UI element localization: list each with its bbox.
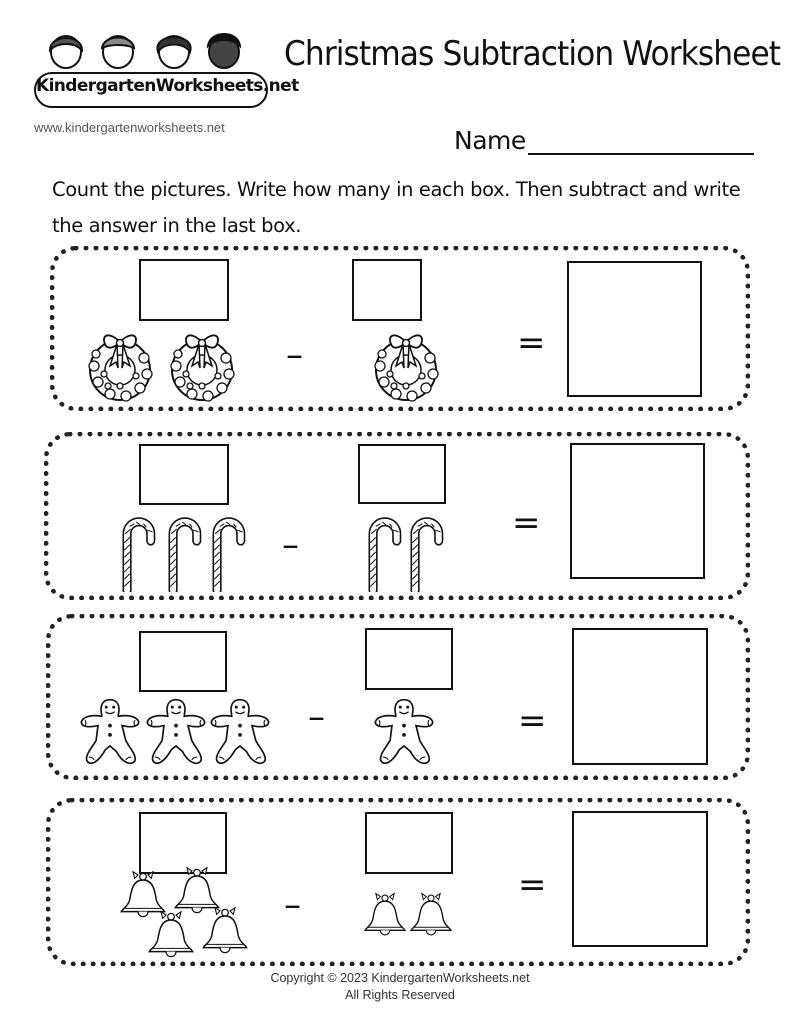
equals-sign: = <box>518 865 547 905</box>
wreath-icon <box>80 326 160 406</box>
kid-face-icon <box>50 36 82 68</box>
wreath-icon <box>366 326 446 406</box>
equals-sign: = <box>517 323 546 363</box>
instructions: Count the pictures. Write how many in each box. Then subtract and write the answer in the last box. <box>52 178 741 237</box>
right-count-box[interactable] <box>352 259 422 321</box>
gingerbread-man-icon <box>368 696 440 770</box>
minus-sign: – <box>308 697 325 737</box>
candy-cane-icon <box>164 510 204 592</box>
kid-face-icon <box>157 36 190 68</box>
equals-sign: = <box>512 503 541 543</box>
wreath-icon <box>162 326 242 406</box>
bell-icon <box>198 906 252 956</box>
name-label: Name <box>454 126 526 155</box>
candy-cane-icon <box>118 510 158 592</box>
answer-box[interactable] <box>572 628 708 765</box>
right-count-box[interactable] <box>365 812 453 874</box>
right-count-box[interactable] <box>358 444 446 504</box>
gingerbread-man-icon <box>140 696 212 770</box>
minus-sign: – <box>284 885 301 925</box>
kid-face-icon <box>102 36 134 68</box>
kid-face-icon <box>208 34 240 68</box>
copyright-line: Copyright © 2023 KindergartenWorksheets.net <box>270 971 530 985</box>
copyright-line: All Rights Reserved <box>345 988 455 1002</box>
minus-sign: – <box>286 335 303 375</box>
site-url[interactable]: www.kindergartenworksheets.net <box>34 120 225 135</box>
minus-sign: – <box>282 525 299 565</box>
page-title: Christmas Subtraction Worksheet <box>284 34 781 74</box>
right-count-box[interactable] <box>365 628 453 690</box>
bell-icon <box>406 892 456 938</box>
equals-sign: = <box>518 701 547 741</box>
left-count-box[interactable] <box>139 812 227 874</box>
gingerbread-man-icon <box>204 696 276 770</box>
answer-box[interactable] <box>572 811 708 947</box>
candy-cane-icon <box>364 510 404 592</box>
answer-box[interactable] <box>567 261 702 397</box>
bell-icon <box>144 910 198 960</box>
gingerbread-man-icon <box>74 696 146 770</box>
answer-box[interactable] <box>570 443 705 579</box>
left-count-box[interactable] <box>139 259 229 321</box>
candy-cane-icon <box>208 510 248 592</box>
copyright <box>0 970 800 1004</box>
left-count-box[interactable] <box>139 631 227 692</box>
left-count-box[interactable] <box>139 444 229 505</box>
candy-cane-icon <box>406 510 446 592</box>
logo-text: KindergartenWorksheets.net <box>36 76 299 96</box>
bell-icon <box>360 892 410 938</box>
name-field[interactable] <box>528 153 754 155</box>
